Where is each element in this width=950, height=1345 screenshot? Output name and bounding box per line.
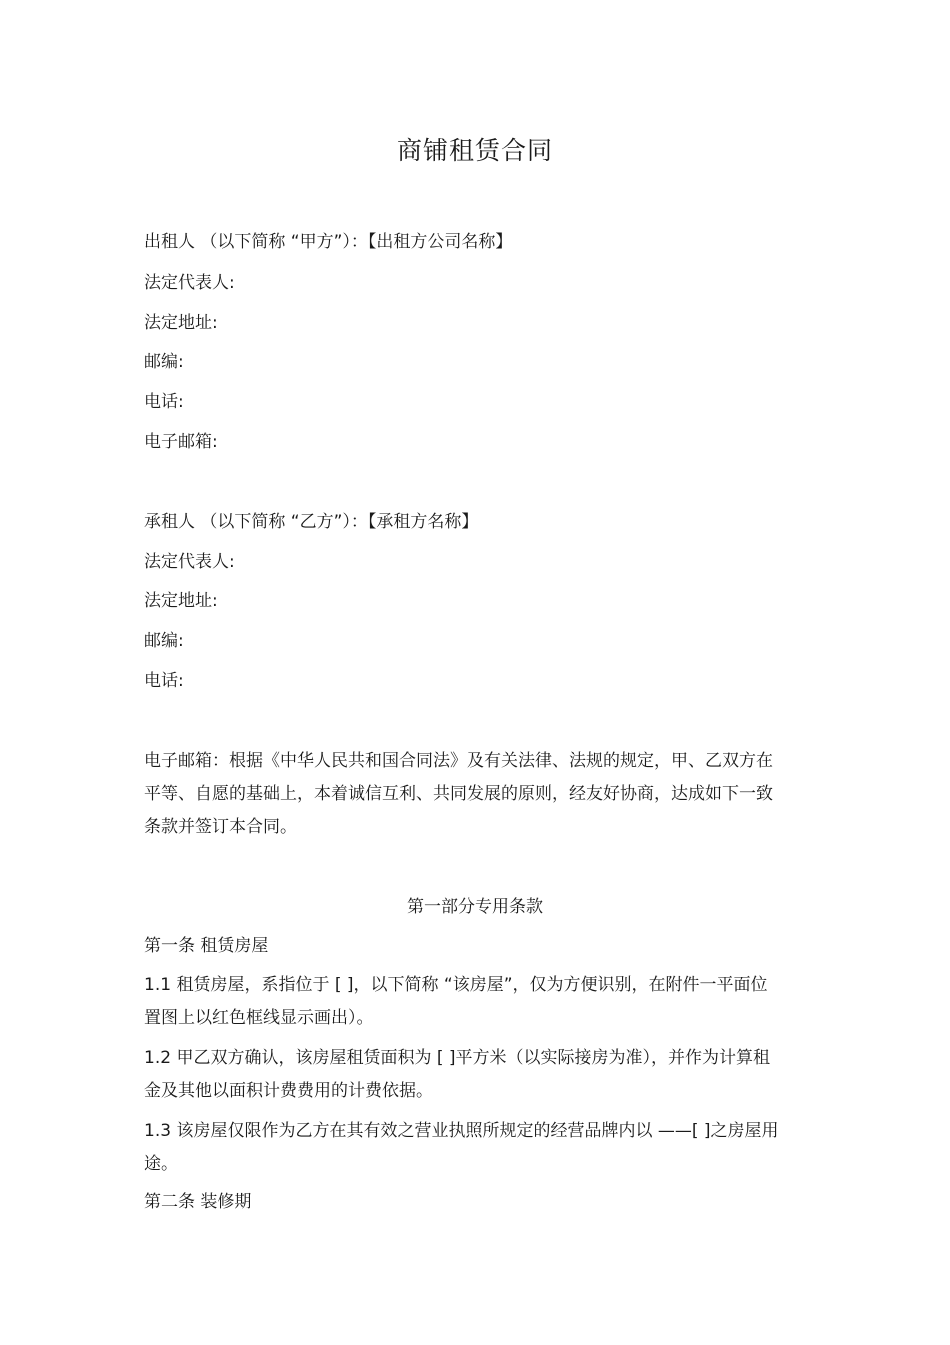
lessor-legal-rep: 法定代表人: xyxy=(144,273,235,293)
preamble-paragraph: 电子邮箱：根据《中华人民共和国合同法》及有关法律、法规的规定，甲、乙双方在平等、自愿的基础上，本着诚信互利、共同发展的原则，经友好协商，达成如下一致条款并签订本合同。 xyxy=(144,751,773,837)
article-one-title: 第一条 租赁房屋 xyxy=(144,936,269,956)
clause-1-3: 1.3 该房屋仅限作为乙方在其有效之营业执照所规定的经营品牌内以 ——[ ]之房屋用途。 xyxy=(144,1121,779,1174)
lessor-heading: 出租人 （以下简称 “甲方”）：【出租方公司名称】 xyxy=(144,232,513,252)
lessor-email: 电子邮箱: xyxy=(144,432,218,452)
lessee-address: 法定地址: xyxy=(144,591,218,611)
article-two-title: 第二条 装修期 xyxy=(144,1192,252,1212)
clause-1-1: 1.1 租赁房屋，系指位于 [ ]，以下简称 “该房屋”，仅为方便识别，在附件一平面位置图上以红色框线显示画出）。 xyxy=(144,975,768,1028)
part-one-title: 第一部分专用条款 xyxy=(407,897,543,917)
lessee-heading: 承租人 （以下简称 “乙方”）：【承租方名称】 xyxy=(144,512,479,532)
lessor-phone: 电话: xyxy=(144,392,184,412)
lessee-phone: 电话: xyxy=(144,671,184,691)
lessor-postcode: 邮编: xyxy=(144,352,184,372)
lessor-address: 法定地址: xyxy=(144,313,218,333)
lessee-postcode: 邮编: xyxy=(144,631,184,651)
clause-1-2: 1.2 甲乙双方确认，该房屋租赁面积为 [ ]平方米（以实际接房为准），并作为计算租金及其他以面积计费费用的计费依据。 xyxy=(144,1048,771,1101)
document-title: 商铺租赁合同 xyxy=(396,136,553,165)
lessee-legal-rep: 法定代表人: xyxy=(144,552,235,572)
